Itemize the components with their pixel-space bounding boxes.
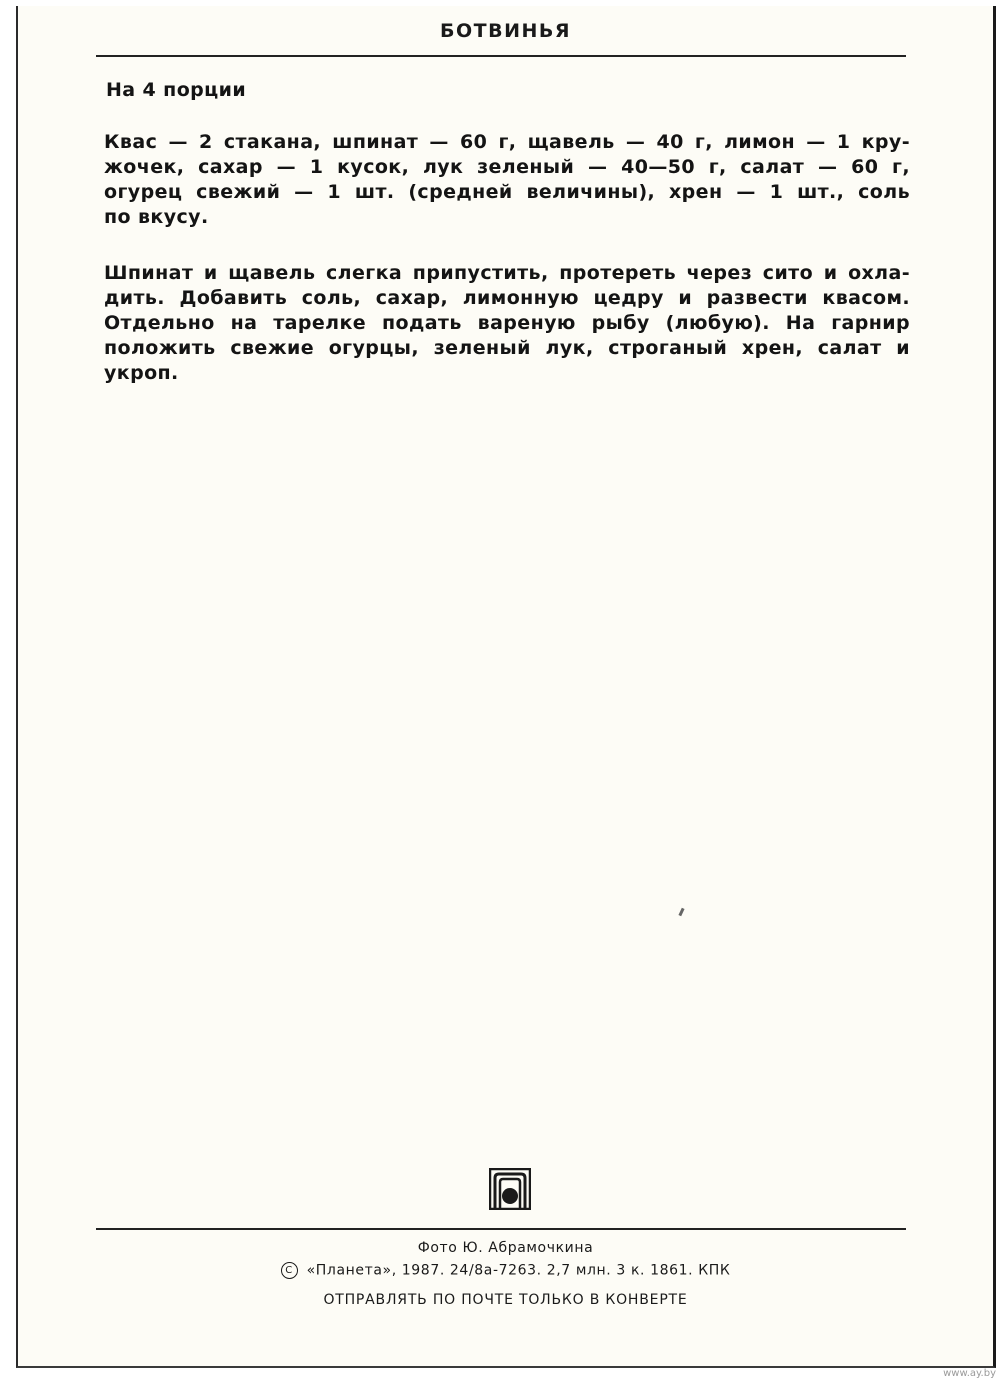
print-speck xyxy=(678,908,684,917)
ingredients-line: по вкусу. xyxy=(104,206,209,228)
method-line: дить. Добавить соль, сахар, лимонную цедру и развести квасом. xyxy=(104,287,910,309)
postal-note: ОТПРАВЛЯТЬ ПО ПОЧТЕ ТОЛЬКО В КОНВЕРТЕ xyxy=(323,1292,688,1308)
publisher-info-line xyxy=(18,1262,993,1279)
ingredients-line: Квас — 2 стакана, шпинат — 60 г, щавель — 40 г, лимон — 1 кру- xyxy=(104,131,910,153)
photo-credit: Фото Ю. Абрамочкина xyxy=(417,1240,594,1256)
ingredients-line: огурец свежий — 1 шт. (средней величины), хрен — 1 шт., соль xyxy=(104,181,910,203)
bottom-divider xyxy=(96,1228,906,1230)
publisher-logo-icon xyxy=(489,1168,531,1210)
portions-label: На 4 порции xyxy=(106,79,247,101)
method-line: укроп. xyxy=(104,362,179,384)
method-line: Шпинат и щавель слегка припустить, протереть через сито и охла- xyxy=(104,262,910,284)
card xyxy=(16,6,996,1368)
method-line: Отдельно на тарелке подать вареную рыбу (любую). На гарнир xyxy=(104,312,910,334)
watermark: www.ay.by xyxy=(943,1368,996,1379)
publisher-info: «Планета», 1987. 24/8а-7263. 2,7 млн. 3 к. 1861. КПК xyxy=(306,1262,731,1279)
method-line: положить свежие огурцы, зеленый лук, строганый хрен, салат и xyxy=(104,337,910,359)
top-divider xyxy=(96,55,906,57)
ingredients-paragraph xyxy=(104,130,910,230)
method-paragraph xyxy=(104,261,910,386)
copyright-icon: C xyxy=(281,1262,298,1279)
recipe-title: БОТВИНЬЯ xyxy=(440,20,571,42)
ingredients-line: жочек, сахар — 1 кусок, лук зеленый — 40—50 г, салат — 60 г, xyxy=(104,156,910,178)
